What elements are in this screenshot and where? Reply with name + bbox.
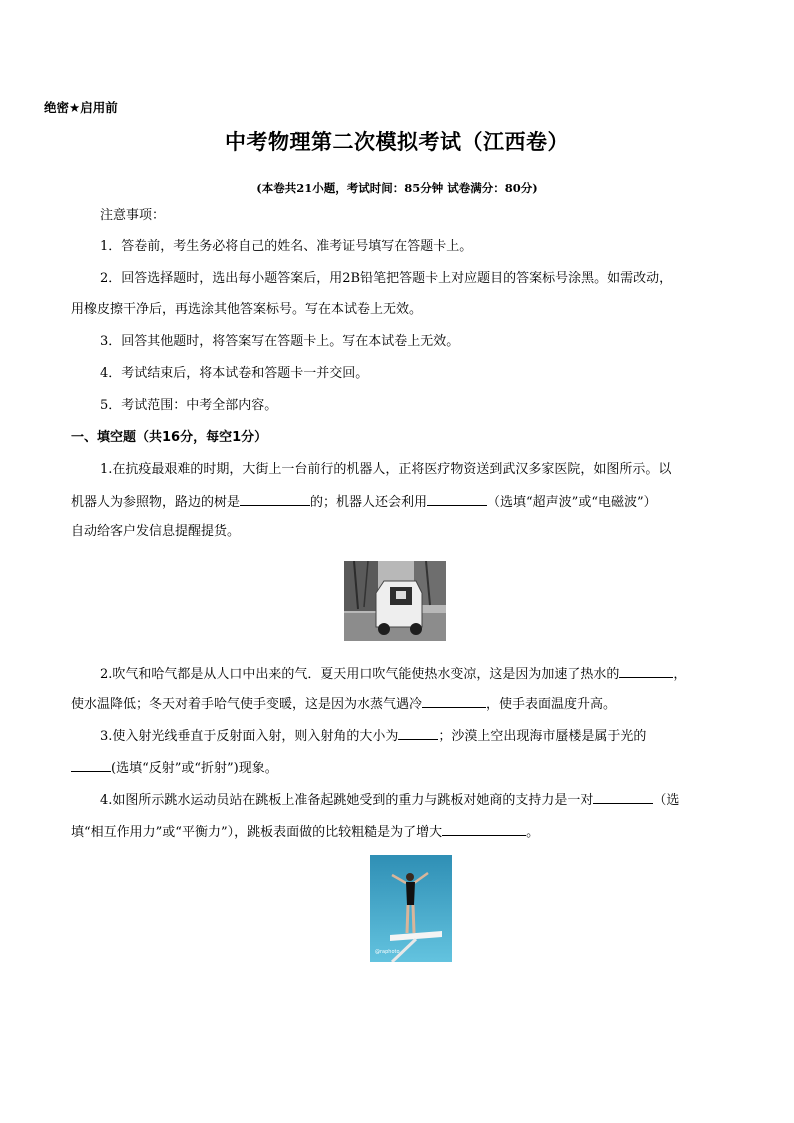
q1-line-1: 1.在抗疫最艰难的时期，大街上一台前行的机器人，正将医疗物资送到武汉多家医院，如图所示。以 <box>100 462 672 477</box>
robot-delivery-icon <box>344 561 446 641</box>
q2-line-1 <box>100 663 686 685</box>
q1-text-a: 机器人为参照物，路边的树是 <box>71 495 241 510</box>
section-heading: 一、填空题（共16分，每空1分） <box>71 430 268 445</box>
q2-line-2 <box>71 693 616 715</box>
diver-icon <box>370 855 452 962</box>
q4-line-1 <box>100 789 679 811</box>
q2-text-d: ，使手表面温度升高。 <box>486 697 617 712</box>
q3-line-2 <box>71 757 278 779</box>
note-5: 5．考试范围：中考全部内容。 <box>100 398 278 413</box>
q4-text-d: 。 <box>526 825 540 840</box>
q3-text-a: 3.使入射光线垂直于反射面入射，则入射角的大小为 <box>100 729 399 744</box>
q4-blank-1[interactable] <box>593 789 653 804</box>
q2-text-a: 2.吹气和哈气都是从人口中出来的气．夏天用口吹气能使热水变凉，这是因为加速了热水的 <box>100 667 620 682</box>
q4-text-c: 填“相互作用力”或“平衡力”），跳板表面做的比较粗糙是为了增大 <box>71 825 443 840</box>
confidential-label: 绝密★启用前 <box>44 100 118 115</box>
q1-blank-2[interactable] <box>427 491 487 506</box>
note-1: 1．答卷前，考生务必将自己的姓名、准考证号填写在答题卡上。 <box>100 239 473 254</box>
q3-line-1 <box>100 725 646 747</box>
q1-line-2 <box>71 491 657 513</box>
q2-text-c: 使水温降低；冬天对着手哈气使手变暖，这是因为水蒸气遇冷 <box>71 697 423 712</box>
q2-text-b: ， <box>673 667 687 682</box>
note-2-line-1: 2．回答选择题时，选出每小题答案后，用2B铅笔把答题卡上对应题目的答案标号涂黑。如需改动， <box>100 271 673 286</box>
note-4: 4．考试结束后，将本试卷和答题卡一并交回。 <box>100 366 369 381</box>
photo-watermark: @raphoto <box>375 949 400 955</box>
q2-blank-2[interactable] <box>422 693 486 708</box>
q1-line-3: 自动给客户发信息提醒提货。 <box>71 524 241 539</box>
q4-line-2 <box>71 821 539 843</box>
q3-blank-1[interactable] <box>398 725 438 740</box>
q3-blank-2[interactable] <box>71 757 111 772</box>
note-3: 3．回答其他题时，将答案写在答题卡上。写在本试卷上无效。 <box>100 334 460 349</box>
exam-info: (本卷共21小题，考试时间：85分钟 试卷满分：80分) <box>256 181 538 195</box>
q2-blank-1[interactable] <box>619 663 673 678</box>
q1-blank-1[interactable] <box>240 491 310 506</box>
q4-text-a: 4.如图所示跳水运动员站在跳板上准备起跳她受到的重力与跳板对她商的支持力是一对 <box>100 793 594 808</box>
q3-text-b: ；沙漠上空出现海市蜃楼是属于光的 <box>438 729 647 744</box>
robot-photo <box>344 561 446 641</box>
q1-text-c: （选填“超声波”或“电磁波”） <box>487 495 657 510</box>
note-2-line-2: 用橡皮擦干净后，再选涂其他答案标号。写在本试卷上无效。 <box>71 302 423 317</box>
q3-text-c: (选填“反射”或“折射”)现象。 <box>111 761 278 776</box>
diver-photo <box>370 855 452 962</box>
page-title: 中考物理第二次模拟考试（江西卷） <box>225 130 569 154</box>
notes-heading: 注意事项： <box>100 208 166 223</box>
q1-text-b: 的；机器人还会利用 <box>310 495 428 510</box>
q4-blank-2[interactable] <box>442 821 526 836</box>
q4-text-b: （选 <box>653 793 680 808</box>
